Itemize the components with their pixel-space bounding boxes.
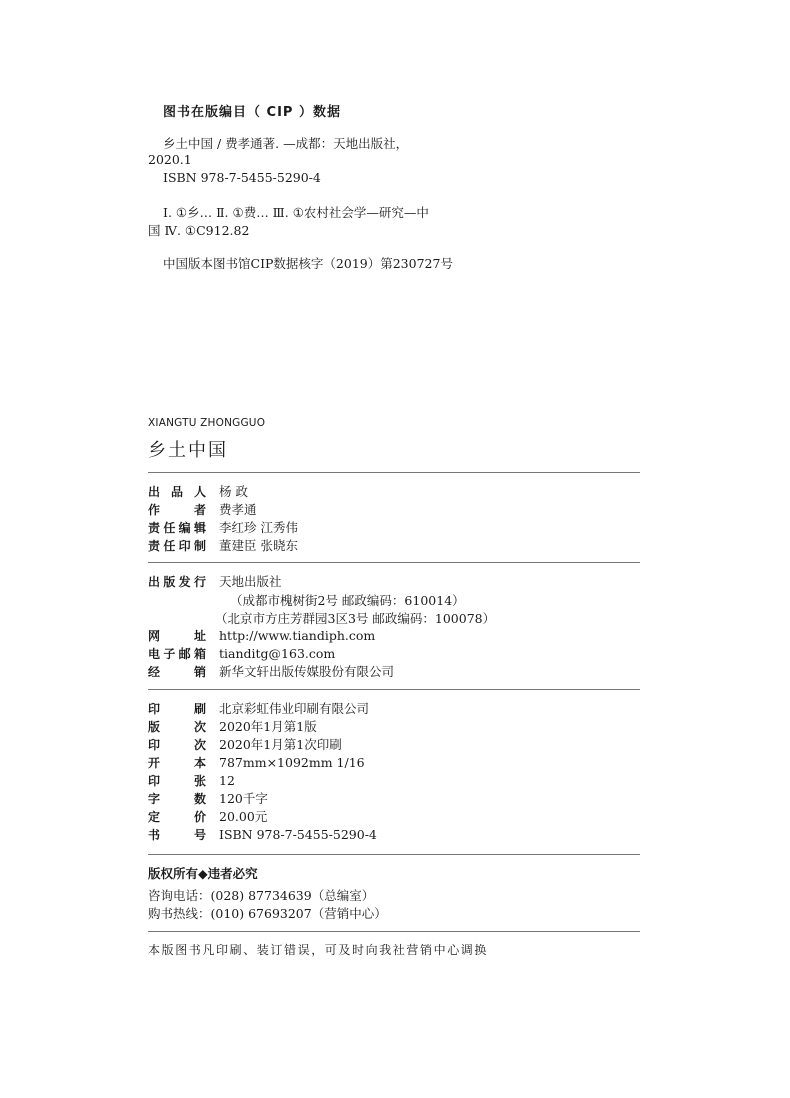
spec-label: 定价 (148, 810, 206, 824)
website-link[interactable]: http://www.tiandiph.com (219, 628, 376, 643)
consult-phone: 咨询电话：(028) 87734639（总编室） (148, 888, 375, 903)
cip-line: 2020.1 (148, 152, 192, 167)
credit-value: 费孝通 (219, 502, 257, 517)
publisher-name: 天地出版社 (219, 574, 282, 589)
spec-label: 字数 (148, 792, 206, 806)
spec-value: 北京彩虹伟业印刷有限公司 (219, 701, 370, 716)
publisher-address: （北京市方庄芳群园3区3号 邮政编码：100078） (215, 611, 496, 626)
cip-line: 乡土中国 / 费孝通著. —成都：天地出版社， (163, 136, 409, 151)
credit-label: 责任编辑 (148, 521, 206, 535)
credit-label: 作者 (148, 503, 206, 517)
purchase-hotline: 购书热线：(010) 67693207（营销中心） (148, 906, 387, 921)
cip-line: Ⅰ. ①乡… Ⅱ. ①费… Ⅲ. ①农村社会学—研究—中 (163, 205, 429, 220)
spec-value: 20.00元 (219, 809, 268, 824)
spec-value: 2020年1月第1版 (219, 719, 317, 734)
spec-label: 印次 (148, 738, 206, 752)
spec-label: 开本 (148, 756, 206, 770)
distributor-name: 新华文轩出版传媒股份有限公司 (219, 664, 395, 679)
publisher-label: 出版发行 (148, 575, 206, 589)
spec-value: 2020年1月第1次印刷 (219, 737, 342, 752)
copyright-notice: 版权所有◆违者必究 (148, 866, 258, 881)
email-label: 电子邮箱 (148, 647, 206, 661)
divider (148, 931, 640, 932)
website-label: 网址 (148, 629, 206, 643)
spec-label: 书号 (148, 828, 206, 842)
credit-value: 李红珍 江秀伟 (219, 520, 298, 535)
credit-value: 董建臣 张晓东 (219, 538, 298, 553)
divider (148, 689, 640, 690)
footer-note: 本版图书凡印刷、装订错误，可及时向我社营销中心调换 (148, 943, 489, 957)
spec-value: ISBN 978-7-5455-5290-4 (219, 827, 377, 842)
spec-value: 120千字 (219, 791, 268, 806)
divider (148, 472, 640, 473)
divider (148, 854, 640, 855)
spec-value: 12 (219, 773, 235, 788)
spec-label: 印张 (148, 774, 206, 788)
cip-line: ISBN 978-7-5455-5290-4 (163, 170, 321, 185)
email-link[interactable]: tianditg@163.com (219, 646, 336, 661)
credit-value: 杨 政 (219, 484, 248, 499)
credit-label: 出品人 (148, 485, 206, 499)
spec-label: 印刷 (148, 702, 206, 716)
credit-label: 责任印制 (148, 539, 206, 553)
spec-value: 787mm×1092mm 1/16 (219, 755, 365, 770)
cip-line: 国 Ⅳ. ①C912.82 (148, 223, 250, 238)
spec-label: 版次 (148, 720, 206, 734)
title-pinyin: XIANGTU ZHONGGUO (148, 417, 266, 429)
cip-title: 图书在版编目（ CIP ）数据 (163, 105, 341, 120)
book-title: 乡土中国 (148, 440, 228, 461)
publisher-address: （成都市槐树街2号 邮政编码：610014） (230, 593, 465, 608)
distributor-label: 经销 (148, 665, 206, 679)
cip-line: 中国版本图书馆CIP数据核字（2019）第230727号 (163, 256, 453, 271)
divider (148, 562, 640, 563)
